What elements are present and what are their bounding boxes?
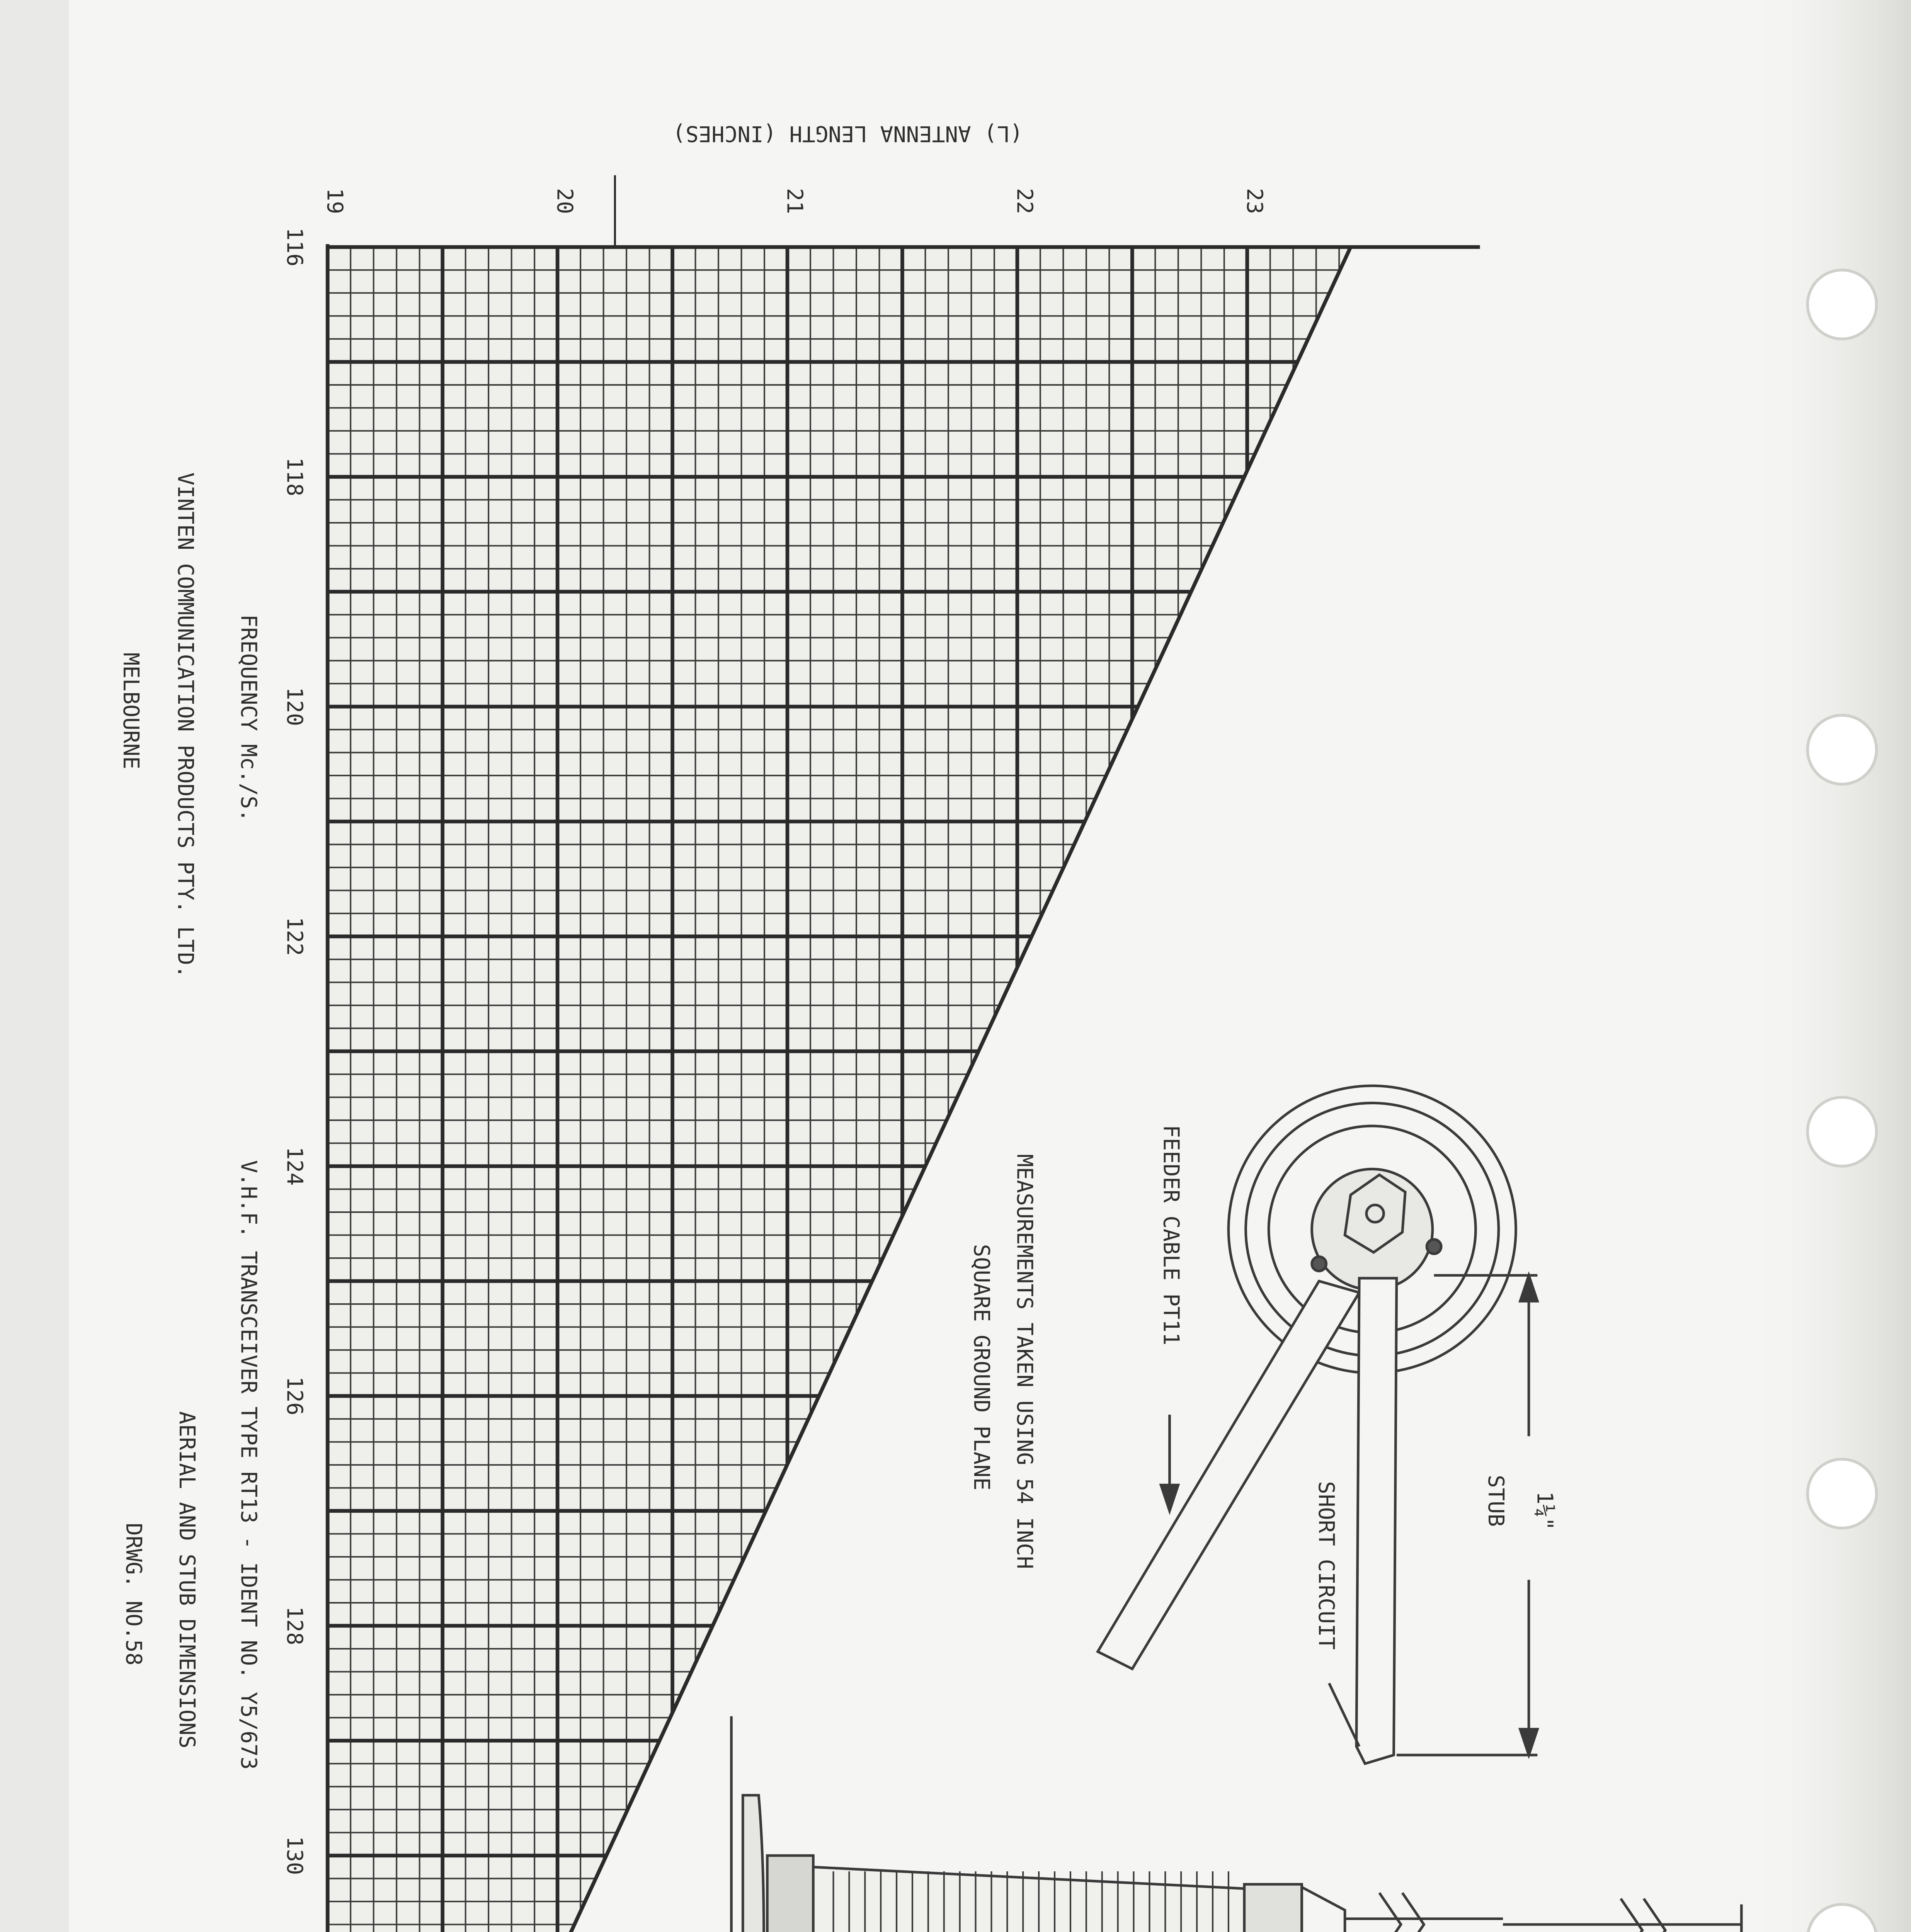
title-line-1: V.H.F. TRANSCEIVER TYPE RT13 - IDENT NO. Y5/673: [236, 1160, 261, 1770]
y-tick-label: 23: [1242, 188, 1267, 214]
y-tick-label: 21: [782, 188, 807, 214]
mount-hub: [1312, 1169, 1433, 1290]
binder-hole: [1807, 1097, 1876, 1166]
stub-dimension-value: 1¼": [1532, 1491, 1557, 1531]
terminal-screw-left: [1312, 1257, 1326, 1271]
base-flange: [743, 1795, 764, 1932]
x-tick-label: 118: [282, 457, 307, 497]
x-tick-label: 124: [282, 1146, 307, 1186]
x-tick-label: 116: [282, 227, 307, 267]
paper-left-margin-shade: [0, 0, 69, 1932]
base-nut: [767, 1855, 813, 1932]
y-tick-label: 19: [322, 188, 347, 214]
company-name: VINTEN COMMUNICATION PRODUCTS PTY. LTD.: [173, 472, 198, 978]
x-axis-label: FREQUENCY Mc./S.: [236, 614, 261, 822]
coupling: [1244, 1884, 1302, 1932]
binder-hole: [1807, 715, 1876, 784]
x-tick-label: 120: [282, 687, 307, 726]
x-tick-label: 122: [282, 917, 307, 956]
feeder-cable-label: FEEDER CABLE PT11: [1158, 1125, 1184, 1345]
company-city: MELBOURNE: [118, 652, 143, 769]
title-line-2: AERIAL AND STUB DIMENSIONS: [174, 1411, 199, 1748]
y-tick-label: 20: [552, 188, 577, 214]
terminal-screw-right: [1427, 1240, 1441, 1254]
note-line-1: MEASUREMENTS TAKEN USING 54 INCH: [1012, 1154, 1037, 1569]
binder-hole: [1807, 1459, 1876, 1528]
binder-hole: [1807, 270, 1876, 339]
y-tick-label: 22: [1012, 188, 1037, 214]
stub-conductor: [1356, 1278, 1397, 1764]
x-tick-label: 126: [282, 1376, 307, 1416]
stub-label: STUB: [1483, 1475, 1508, 1527]
x-tick-label: 130: [282, 1836, 307, 1875]
short-circuit-label: SHORT CIRCUIT: [1314, 1481, 1339, 1650]
drawing-number: DRWG. NO.58: [121, 1523, 146, 1666]
x-tick-label: 128: [282, 1606, 307, 1645]
y-axis-label: (L) ANTENNA LENGTH (INCHES): [672, 121, 1023, 146]
note-line-2: SQUARE GROUND PLANE: [968, 1244, 994, 1491]
